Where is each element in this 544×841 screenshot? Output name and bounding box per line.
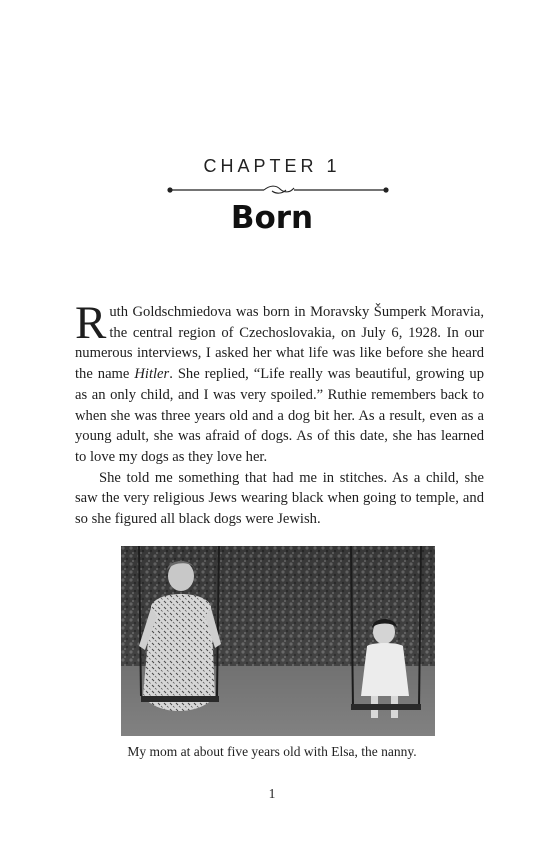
drop-cap: R (75, 297, 107, 349)
paragraph-1-text-b: . She replied, “Life really was beautiful, growing up as an only child, and I was very spoiled.” Ruthie remembers back to when she was three years old and a dog bit her. As a result, even as a young adult, she was afraid of dogs. As of this date, she has learned to love my dogs as they love her. (75, 366, 484, 465)
paragraph-1-italic: Hitler (134, 366, 170, 383)
photo (121, 546, 435, 736)
page-number: 1 (268, 786, 276, 801)
chapter-label: CHAPTER 1 (203, 156, 341, 176)
paragraph-1-text-a: uth Goldschmiedova was born in Moravsky Šumperk Moravia, the central region of Czechoslovakia, on July 6, 1928. In our numerous interviews, I asked her what life was like before she heard the name (75, 304, 484, 383)
photo-illustration (121, 546, 435, 736)
paragraph-1 (75, 297, 484, 468)
chapter-title: Born (230, 200, 314, 236)
figure-caption: My mom at about five years old with Elsa, the nanny. (127, 744, 417, 759)
body-text (75, 297, 484, 530)
chapter-ornament (166, 183, 390, 197)
paragraph-2: She told me something that had me in stitches. As a child, she saw the very religious Jews wearing black when going to temple, and so she figured all black dogs were Jewish. (75, 469, 484, 528)
